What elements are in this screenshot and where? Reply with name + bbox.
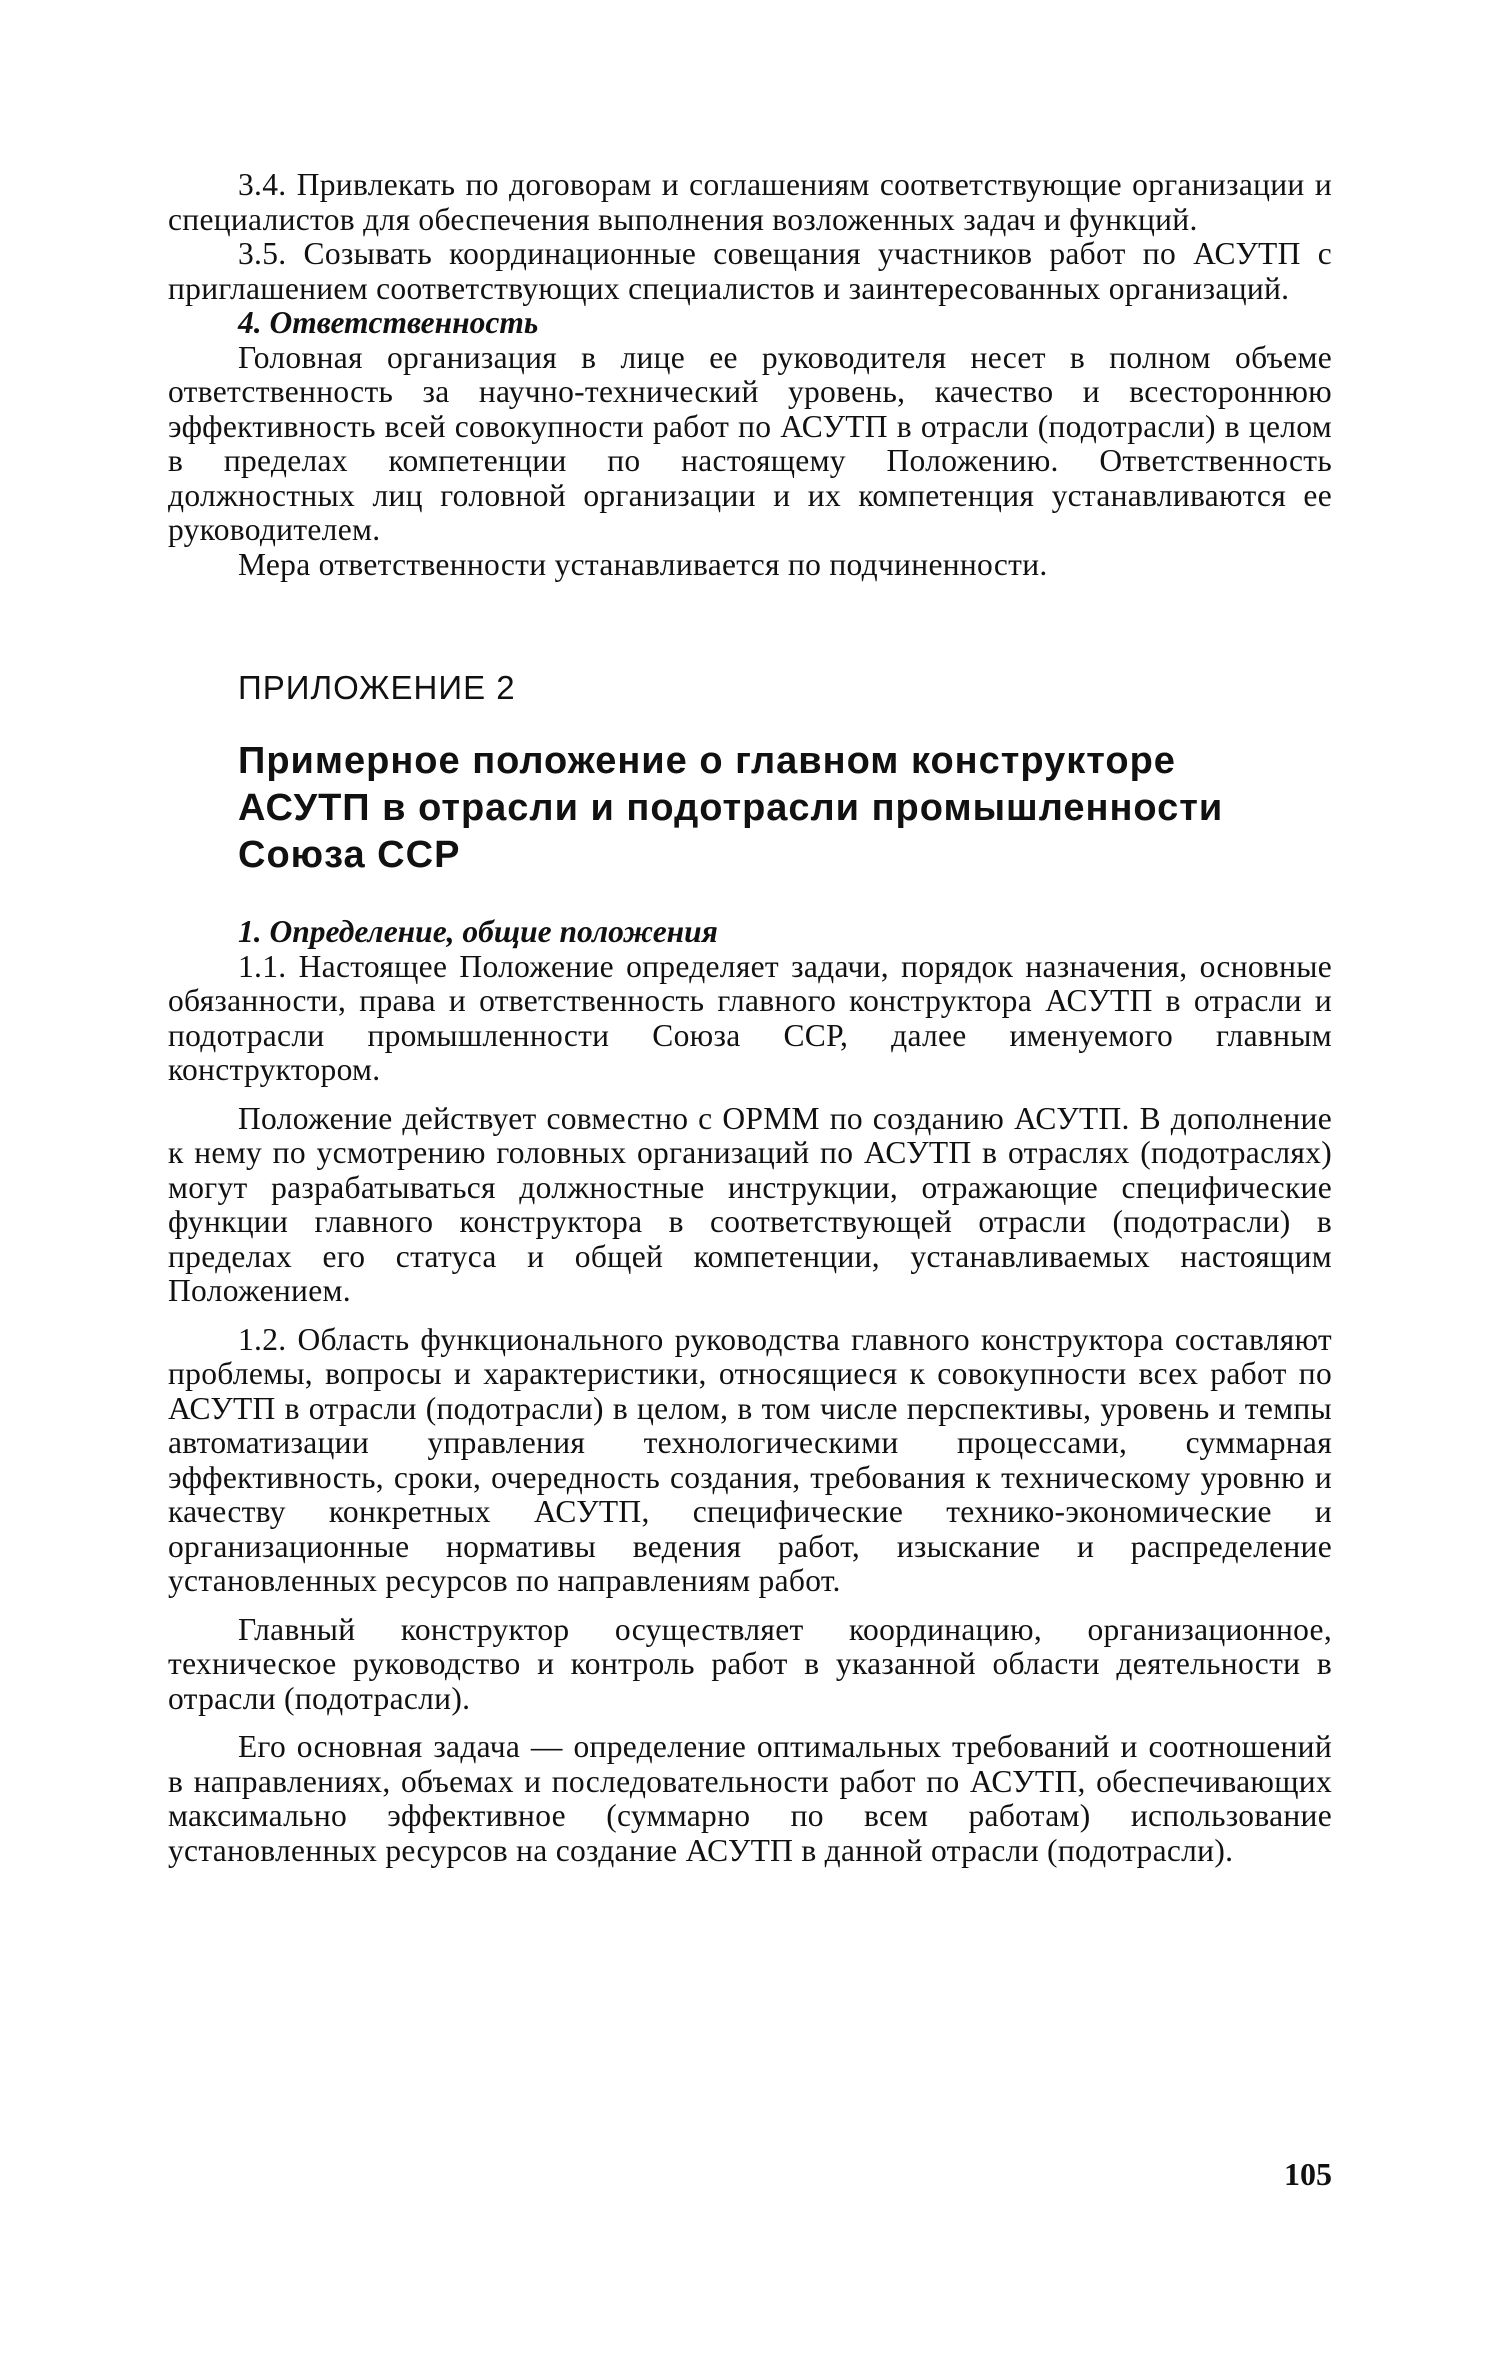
appendix-title-line: АСУТП в отрасли и подотрасли промышленности	[238, 787, 1224, 829]
appendix-title	[168, 738, 1332, 879]
paragraph-1-1: 1.1. Настоящее Положение определяет задачи, порядок назначения, основные обязанности, права и ответственность главного конструктора АСУТП в отрасли и подотрасли промышленности Союза ССР, далее именуемого главным конструктором.	[168, 948, 1332, 1087]
section-4-paragraph: Головная организация в лице ее руководителя несет в полном объеме ответственность за научно-технический уровень, качество и всестороннюю эффективность всей совокупности работ по АСУТП в отрасли (подотрасли) в целом в пределах компетенции по настоящему Положению. Ответственность должностных лиц головной организации и их компетенция устанавливаются ее руководителем.	[168, 339, 1332, 547]
section-4-heading: 4. Ответственность	[238, 305, 539, 340]
appendix-label: ПРИЛОЖЕНИЕ 2	[238, 669, 516, 706]
paragraph-3-4: 3.4. Привлекать по договорам и соглашениям соответствующие организации и специалистов для обеспечения выполнения возложенных задач и функций.	[168, 167, 1332, 237]
appendix-title-line: Союза ССР	[238, 834, 461, 876]
page-number: 105	[1284, 2156, 1332, 2192]
spacer	[168, 1088, 1332, 1102]
spacer	[168, 1309, 1332, 1323]
spacer	[168, 708, 1332, 738]
spacer	[168, 879, 1332, 915]
section-1-paragraph: Главный конструктор осуществляет координацию, организационное, техническое руководство и контроль работ в указанной области деятельности в отрасли (подотрасли).	[168, 1611, 1332, 1716]
section-1-paragraph: Положение действует совместно с ОРММ по созданию АСУТП. В дополнение к нему по усмотрению головных организаций по АСУТП в отраслях (подотраслях) могут разрабатываться должностные инструкции, отражающие специфические функции главного конструктора в соответствующей отрасли (подотрасли) в пределах его статуса и общей компетенции, устанавливаемых настоящим Положением.	[168, 1100, 1332, 1308]
paragraph-3-5: 3.5. Созывать координационные совещания участников работ по АСУТП с приглашением соответствующих специалистов и заинтересованных организаций.	[168, 236, 1332, 306]
spacer	[168, 582, 1332, 668]
spacer	[168, 1599, 1332, 1613]
spacer	[168, 1716, 1332, 1730]
paragraph-1-2: 1.2. Область функционального руководства главного конструктора составляют проблемы, вопросы и характеристики, относящиеся к совокупности всех работ по АСУТП в отрасли (подотрасли) в целом, в том числе перспективы, уровень и темпы автоматизации управления технологическими процессами, суммарная эффективность, сроки, очередность создания, требования к техническому уровню и качеству конкретных АСУТП, специфические технико-экономические и организационные нормативы ведения работ, изыскание и распределение установленных ресурсов по направлениям работ.	[168, 1321, 1332, 1598]
section-1-paragraph: Его основная задача — определение оптимальных требований и соотношений в направлениях, объемах и последовательности работ по АСУТП, обеспечивающих максимально эффективное (суммарно по всем работам) использование установленных ресурсов на создание АСУТП в данной отрасли (подотрасли).	[168, 1729, 1332, 1868]
text-column	[168, 168, 1332, 1868]
section-4-paragraph: Мера ответственности устанавливается по подчиненности.	[238, 546, 1048, 582]
appendix-title-line: Примерное положение о главном конструкторе	[238, 740, 1176, 782]
section-1-heading: 1. Определение, общие положения	[238, 914, 718, 949]
